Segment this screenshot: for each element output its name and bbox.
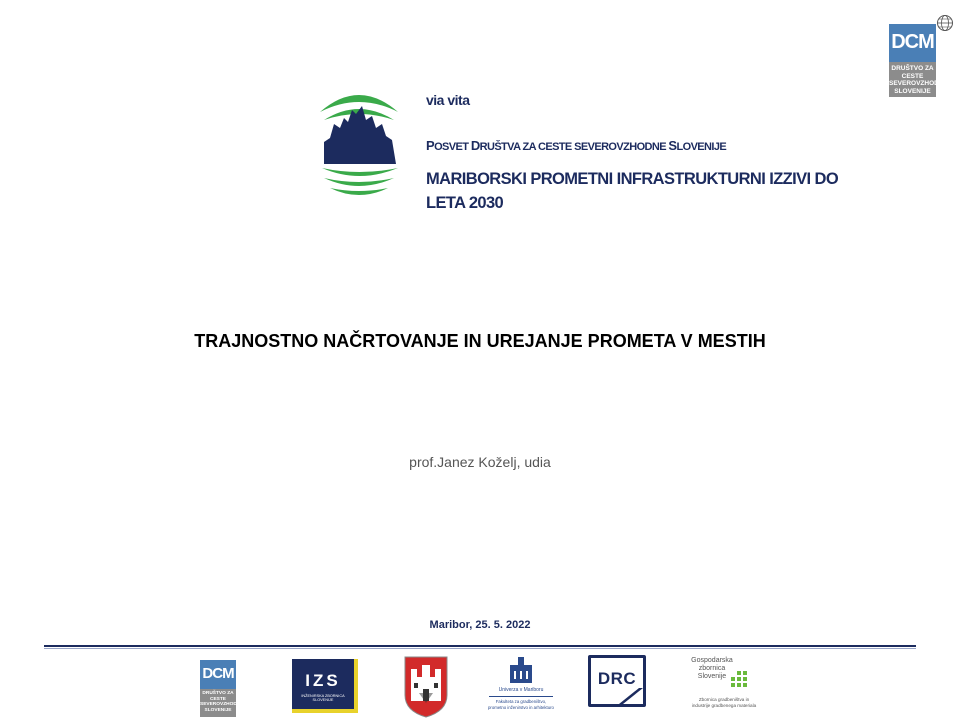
dcm-footer-abbr: DCM [200,660,236,689]
gzs-name-line: zbornica [698,665,726,672]
dcm-logo-abbr: DCM [889,24,936,62]
drc-logo [588,655,646,707]
dcm-sub-line: SEVEROVZHODNE [200,702,244,708]
footer-divider-thin [44,648,916,649]
gzs-name-line: Gospodarska [691,657,733,664]
conference-title: MARIBORSKI PROMETNI INFRASTRUKTURNI IZZIVI DO LETA 2030 [426,170,839,212]
brand-name: via vita [426,92,470,108]
izs-subtitle: INŽENIRSKA ZBORNICA SLOVENIJE [301,694,345,702]
university-building-icon [507,655,535,685]
um-name: Univerza v Mariboru [498,687,544,693]
drc-abbr: DRC [597,669,637,688]
smallcaps-initial: S [668,138,677,153]
smallcaps-initial: D [470,138,480,153]
smallcaps-text: OSVET [434,141,471,153]
date-location: Maribor, 25. 5. 2022 [429,619,531,631]
dcm-sub-line: DRUŠTVO ZA CESTE [891,65,934,80]
izs-abbr: IZS [305,671,341,690]
um-divider [489,696,553,697]
gzs-subtitle [684,697,764,708]
author: prof.Janez Koželj, udia [409,454,551,470]
gzs-grid-icon [731,671,747,691]
dcm-sub-line: SLOVENIJE [204,707,232,713]
maribor-crest-icon [403,655,449,718]
slide-title: TRAJNOSTNO NAČRTOVANJE IN UREJANJE PROMETA V MESTIH [194,331,766,351]
gzs-name-line: Slovenije [697,673,727,680]
dcm-logo [889,24,948,97]
dcm-logo-subtitle [889,62,948,97]
event-subtitle [426,138,726,153]
dcm-sub-line: SEVEROVZHODNE [889,80,948,87]
smallcaps-initial: P [426,138,435,153]
um-faculty-line: prometno inženirstvo in arhitekturo [488,704,554,710]
gzs-logo [684,657,764,717]
dcm-footer-logo [200,660,244,717]
um-logo [481,655,561,715]
via-vita-logo-icon [316,84,402,200]
izs-logo [292,659,358,713]
footer-divider [44,645,916,647]
dcm-sub-line: SLOVENIJE [894,87,931,95]
smallcaps-text: LOVENIJE [676,141,727,153]
smallcaps-text: RUŠTVA ZA CESTE SEVEROVZHODNE [479,141,669,153]
um-faculty-line: Fakulteta za gradbeništvo, [495,699,547,704]
gzs-sub-line: Zbornica gradbeništva in [698,697,750,702]
globe-icon [936,14,954,32]
drc-swoosh-icon [619,688,643,704]
gzs-sub-line: industrije gradbenega materiala [691,702,757,708]
dcm-sub-line: DRUŠTVO ZA CESTE [202,691,234,702]
dcm-footer-subtitle [200,689,244,717]
um-faculty [481,699,561,710]
